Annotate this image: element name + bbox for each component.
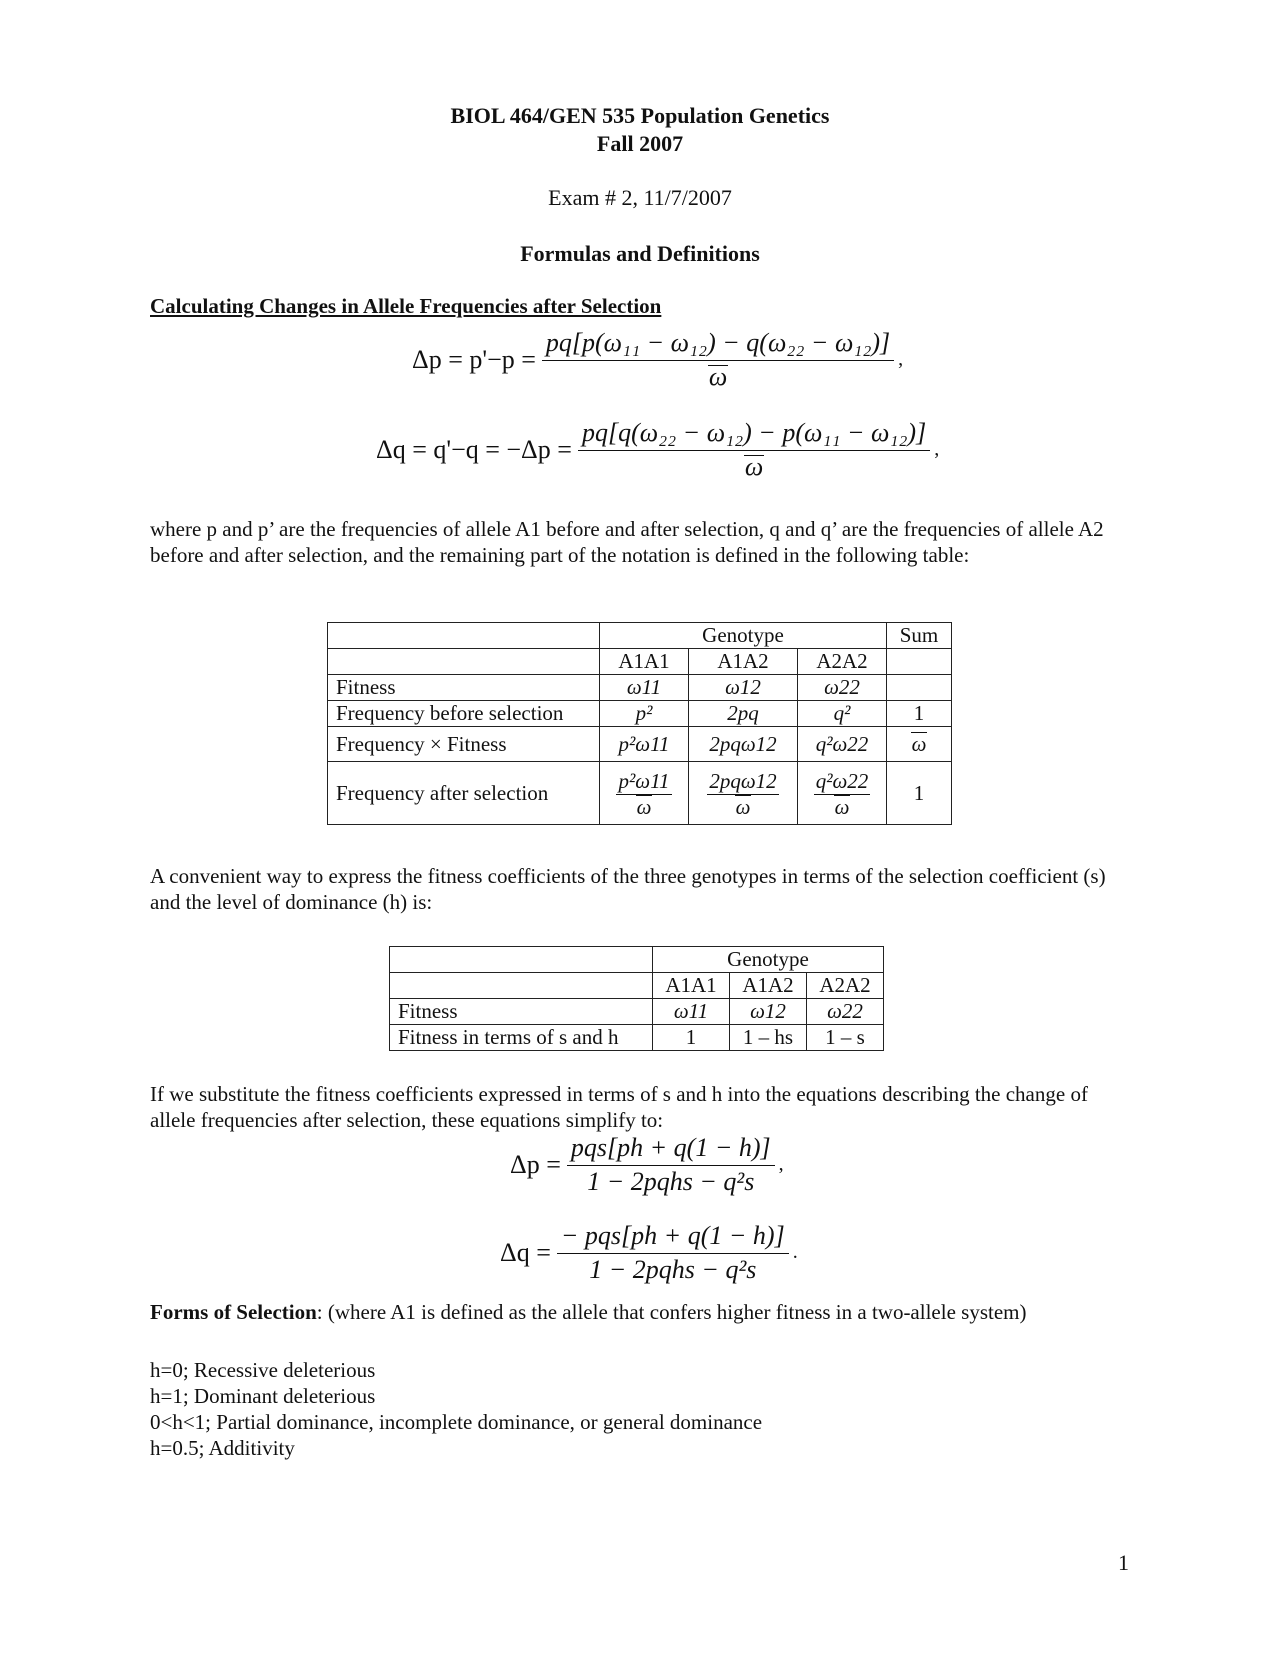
table-cell: ω11 bbox=[600, 675, 689, 701]
list-item: h=1; Dominant deleterious bbox=[150, 1384, 376, 1408]
delta-q-lhs: Δq = q'−q = −Δp = bbox=[376, 434, 572, 464]
col-header: A1A1 bbox=[600, 649, 689, 675]
table-cell: ω11 bbox=[653, 999, 730, 1025]
table-row bbox=[328, 727, 952, 762]
row-label: Frequency × Fitness bbox=[328, 727, 600, 762]
table-row bbox=[390, 1025, 884, 1051]
table-cell bbox=[887, 727, 952, 762]
table-row bbox=[328, 701, 952, 727]
fraction-denominator: ω bbox=[735, 794, 751, 819]
table-row bbox=[328, 623, 952, 649]
simplified-delta-q-denominator: 1 − 2pqhs − q²s bbox=[589, 1255, 757, 1284]
simplified-delta-p-comma: , bbox=[778, 1153, 784, 1175]
row-label: Frequency before selection bbox=[328, 701, 600, 727]
table-cell: ω22 bbox=[798, 675, 887, 701]
fitness-sh-table bbox=[389, 946, 884, 1051]
table-cell: p² bbox=[600, 701, 689, 727]
fraction-numerator: p²ω11 bbox=[618, 768, 670, 793]
genotype-header: Genotype bbox=[653, 947, 884, 973]
row-label: Frequency after selection bbox=[328, 762, 600, 825]
page-number: 1 bbox=[1118, 1550, 1129, 1575]
table-row bbox=[328, 762, 952, 825]
simplified-delta-p-numerator: pqs[ph + q(1 − h)] bbox=[567, 1133, 775, 1166]
col-header: A2A2 bbox=[807, 973, 884, 999]
table-cell: ω12 bbox=[689, 675, 798, 701]
table-cell bbox=[887, 675, 952, 701]
simplified-delta-q-equation bbox=[500, 1221, 798, 1284]
sum-mean-fitness: ω bbox=[911, 731, 927, 756]
table-cell: 1 – s bbox=[807, 1025, 884, 1051]
list-item: 0<h<1; Partial dominance, incomplete dominance, or general dominance bbox=[150, 1410, 763, 1434]
table-cell: 2pqω12 bbox=[689, 727, 798, 762]
delta-p-comma: , bbox=[898, 348, 904, 370]
table-cell: 2pq bbox=[689, 701, 798, 727]
table-row bbox=[390, 973, 884, 999]
table-cell: 1 – hs bbox=[730, 1025, 807, 1051]
table-cell: 1 bbox=[653, 1025, 730, 1051]
fraction-denominator: ω bbox=[834, 794, 850, 819]
delta-p-equation bbox=[412, 328, 903, 391]
table-cell bbox=[390, 973, 653, 999]
fitness-coefficient-paragraph: A convenient way to express the fitness coefficients of the three genotypes in terms of the selection coefficient (s) and the level of dominance (h) is: bbox=[150, 864, 1106, 914]
term: Fall 2007 bbox=[596, 131, 684, 156]
exam-line: Exam # 2, 11/7/2007 bbox=[548, 185, 732, 210]
simplified-delta-p-lhs: Δp = bbox=[510, 1149, 561, 1179]
delta-q-comma: , bbox=[934, 438, 940, 460]
substitution-paragraph: If we substitute the fitness coefficients expressed in terms of s and h into the equations describing the change of allele frequencies after selection, these equations simplify to: bbox=[150, 1082, 1088, 1132]
fraction-numerator: 2pqω12 bbox=[709, 768, 777, 793]
section-heading-selection: Calculating Changes in Allele Frequencies after Selection bbox=[150, 294, 662, 318]
table-cell bbox=[328, 623, 600, 649]
list-item: h=0; Recessive deleterious bbox=[150, 1358, 376, 1382]
simplified-delta-p-denominator: 1 − 2pqhs − q²s bbox=[587, 1167, 755, 1196]
table-cell bbox=[328, 649, 600, 675]
delta-q-equation bbox=[376, 418, 939, 481]
forms-label: Forms of Selection bbox=[150, 1300, 317, 1324]
list-item: h=0.5; Additivity bbox=[150, 1436, 295, 1460]
table-cell bbox=[887, 649, 952, 675]
table-cell bbox=[798, 762, 887, 825]
fraction-numerator: q²ω22 bbox=[815, 768, 869, 793]
col-header: A1A2 bbox=[689, 649, 798, 675]
page-subtitle: Formulas and Definitions bbox=[520, 241, 760, 266]
delta-q-denominator: ω bbox=[744, 452, 764, 481]
delta-q-numerator: pq[q(ω₂₂ − ω₁₂) − p(ω₁₁ − ω₁₂)] bbox=[578, 418, 930, 451]
table-cell: ω22 bbox=[807, 999, 884, 1025]
row-label: Fitness bbox=[390, 999, 653, 1025]
sum-header: Sum bbox=[887, 623, 952, 649]
table-row bbox=[328, 649, 952, 675]
simplified-delta-q-numerator: − pqs[ph + q(1 − h)] bbox=[557, 1221, 789, 1254]
table-cell: ω12 bbox=[730, 999, 807, 1025]
col-header: A1A2 bbox=[730, 973, 807, 999]
genotype-fitness-table bbox=[327, 622, 952, 825]
delta-p-denominator: ω bbox=[708, 362, 728, 391]
table-row bbox=[390, 947, 884, 973]
table-cell bbox=[689, 762, 798, 825]
table-cell: q² bbox=[798, 701, 887, 727]
col-header: A2A2 bbox=[798, 649, 887, 675]
row-label: Fitness bbox=[328, 675, 600, 701]
simplified-delta-p-equation bbox=[510, 1133, 784, 1196]
simplified-delta-q-lhs: Δq = bbox=[500, 1237, 551, 1267]
table-cell: q²ω22 bbox=[798, 727, 887, 762]
delta-p-lhs: Δp = p'−p = bbox=[412, 344, 536, 374]
table-cell: 1 bbox=[887, 762, 952, 825]
row-label: Fitness in terms of s and h bbox=[390, 1025, 653, 1051]
col-header: A1A1 bbox=[653, 973, 730, 999]
table-row bbox=[328, 675, 952, 701]
table-cell: 1 bbox=[887, 701, 952, 727]
genotype-header: Genotype bbox=[600, 623, 887, 649]
selection-forms-list bbox=[150, 1357, 762, 1461]
course-title: BIOL 464/GEN 535 Population Genetics bbox=[450, 103, 830, 128]
fraction-denominator: ω bbox=[636, 794, 652, 819]
table-row bbox=[390, 999, 884, 1025]
table-cell: p²ω11 bbox=[600, 727, 689, 762]
table-cell bbox=[390, 947, 653, 973]
table-cell bbox=[600, 762, 689, 825]
notation-paragraph: where p and p’ are the frequencies of allele A1 before and after selection, q and q’ are the frequencies of allele A2 before and after selection, and the remaining part of the notation is defined in the following table: bbox=[150, 517, 1104, 567]
forms-of-selection bbox=[150, 1300, 1026, 1325]
delta-p-numerator: pq[p(ω₁₁ − ω₁₂) − q(ω₂₂ − ω₁₂)] bbox=[542, 328, 894, 361]
simplified-delta-q-period: . bbox=[792, 1241, 798, 1263]
forms-description: : (where A1 is defined as the allele that confers higher fitness in a two-allele system) bbox=[316, 1300, 1027, 1324]
